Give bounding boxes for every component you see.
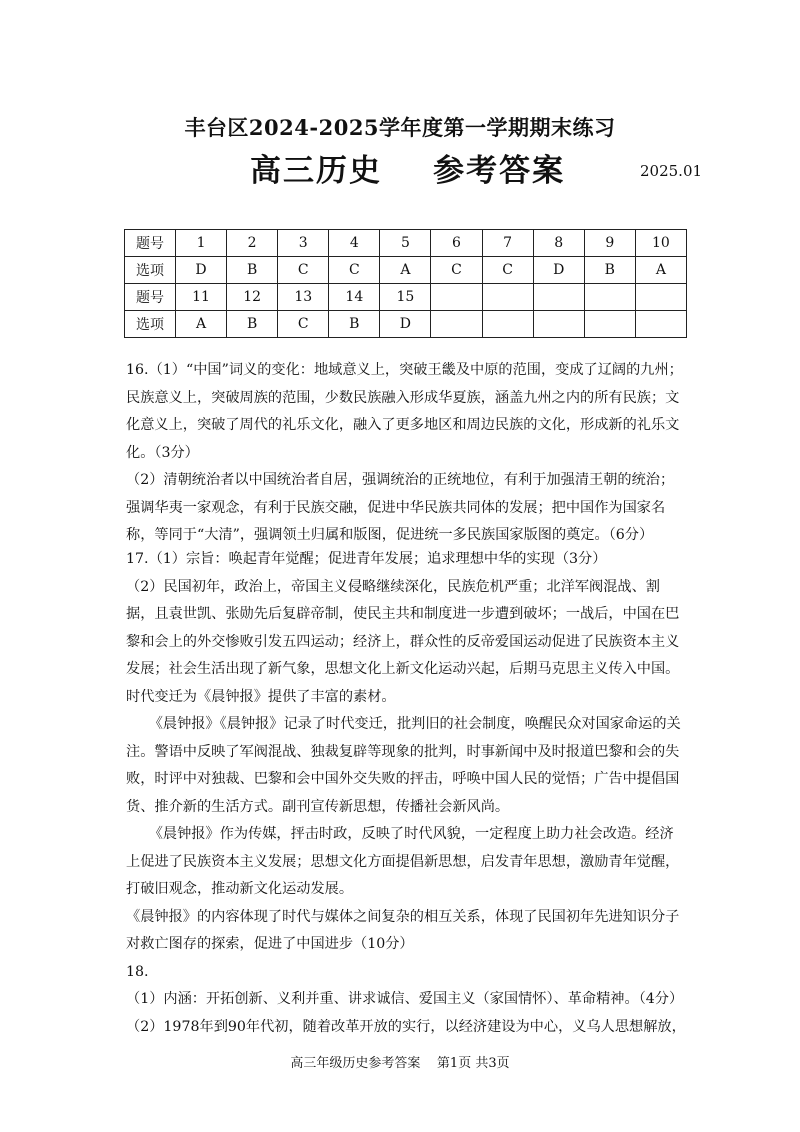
question-16: [126, 357, 686, 550]
page-title: 高三历史 参考答案: [250, 153, 566, 189]
answer-cell: [482, 311, 533, 338]
row-label: 选项: [125, 257, 176, 284]
answer-cell: D: [533, 257, 584, 284]
answer-cell: D: [176, 257, 227, 284]
q18-part2: （2）1978年到90年代初，随着改革开放的实行，以经济建设为中心，义乌人思想解放，: [126, 1018, 686, 1035]
answer-cell: [635, 311, 686, 338]
q18-part1: （1）内涵：开拓创新、义利并重、讲求诚信、爱国主义（家国情怀）、革命精神。（4分）: [126, 991, 684, 1007]
answer-cell: B: [329, 311, 380, 338]
exam-title: 丰台区2024-2025学年度第一学期期末练习: [184, 115, 616, 140]
answer-cell: A: [380, 257, 431, 284]
answer-cell: C: [431, 257, 482, 284]
answer-table-row: [125, 311, 687, 338]
answer-cell: B: [227, 311, 278, 338]
answer-table-row: [125, 230, 687, 257]
answer-cell: [431, 311, 482, 338]
answer-cell: 14: [329, 284, 380, 311]
answer-cell: 8: [533, 230, 584, 257]
answer-cell: A: [635, 257, 686, 284]
answer-cell: 6: [431, 230, 482, 257]
q18-number: 18.: [126, 963, 149, 980]
answer-cell: 3: [278, 230, 329, 257]
q17-part2: （2）民国初年，政治上，帝国主义侵略继续深化，民族危机严重；北洋军阀混战、割据，且袁世凯、张勋先后复辟帝制，使民主共和制度进一步遭到破坏；一战后，中国在巴黎和会上的外交惨败引发五四运动；经济上，群众性的反帝爱国运动促进了民族资本主义发展；社会生活出现了新气象，思想文化上新文化运动兴起，后期马克思主义传入中国。时代变迁为《晨钟报》提供了丰富的素材。: [126, 578, 680, 705]
q17-paragraph-3: 《晨钟报》《晨钟报》记录了时代变迁，批判旧的社会制度，唤醒民众对国家命运的关注。警语中反映了军阀混战、独裁复辟等现象的批判，时事新闻中及时报道巴黎和会的失败，时评中对独裁、巴黎和会中国外交失败的抨击，呼唤中国人民的觉悟；广告中提倡国货、推介新的生活方式。副刊宣传新思想，传播社会新风尚。: [126, 716, 681, 815]
answer-cell: [431, 284, 482, 311]
answer-cell: [584, 311, 635, 338]
answer-cell: 15: [380, 284, 431, 311]
question-17: [126, 546, 686, 1041]
row-label: 选项: [125, 311, 176, 338]
answer-cell: 12: [227, 284, 278, 311]
answer-cell: 9: [584, 230, 635, 257]
q17-paragraph-5: 《晨钟报》的内容体现了时代与媒体之间复杂的相互关系，体现了民国初年先进知识分子对救亡图存的探索，促进了中国进步（10分）: [126, 908, 680, 952]
answer-cell: [533, 284, 584, 311]
answer-table-row: [125, 284, 687, 311]
answer-cell: B: [227, 257, 278, 284]
page-footer: 高三年级历史参考答案 第1页 共3页: [290, 1056, 510, 1071]
answer-cell: C: [482, 257, 533, 284]
answer-cell: 2: [227, 230, 278, 257]
q17-paragraph-4: 《晨钟报》作为传媒，抨击时政，反映了时代风貌，一定程度上助力社会改造。经济上促进了民族资本主义发展；思想文化方面提倡新思想，启发青年思想，激励青年觉醒，打破旧观念，推动新文化运动发展。: [126, 826, 680, 897]
answer-cell: C: [329, 257, 380, 284]
answer-cell: C: [278, 311, 329, 338]
answer-cell: 13: [278, 284, 329, 311]
q17-part1: 17.（1）宗旨：唤起青年觉醒；促进青年发展；追求理想中华的实现（3分）: [126, 551, 607, 567]
answer-cell: A: [176, 311, 227, 338]
answer-cell: 7: [482, 230, 533, 257]
q16-part2: （2）清朝统治者以中国统治者自居，强调统治的正统地位，有利于加强清王朝的统治；强调华夷一家观念，有利于民族交融，促进中华民族共同体的发展；把中国作为国家名称，等同于“大清”，强调领土归属和版图，促进统一多民族国家版图的奠定。（6分）: [126, 472, 675, 543]
answer-cell: B: [584, 257, 635, 284]
answer-cell: 11: [176, 284, 227, 311]
answer-cell: D: [380, 311, 431, 338]
answer-cell: [635, 284, 686, 311]
answer-table: [124, 229, 687, 338]
answer-cell: [584, 284, 635, 311]
answer-table-row: [125, 257, 687, 284]
answer-cell: [533, 311, 584, 338]
answer-cell: C: [278, 257, 329, 284]
answer-cell: 4: [329, 230, 380, 257]
exam-date: 2025.01: [640, 162, 703, 180]
q16-part1: 16.（1）“中国”词义的变化：地域意义上，突破王畿及中原的范围，变成了辽阔的九州；民族意义上，突破周族的范围，少数民族融入形成华夏族，涵盖九州之内的所有民族；文化意义上，突破了周代的礼乐文化，融入了更多地区和周边民族的文化，形成新的礼乐文化。（3分）: [126, 362, 683, 461]
answer-cell: 5: [380, 230, 431, 257]
row-label: 题号: [125, 284, 176, 311]
answer-cell: 10: [635, 230, 686, 257]
row-label: 题号: [125, 230, 176, 257]
answer-cell: 1: [176, 230, 227, 257]
answer-cell: [482, 284, 533, 311]
